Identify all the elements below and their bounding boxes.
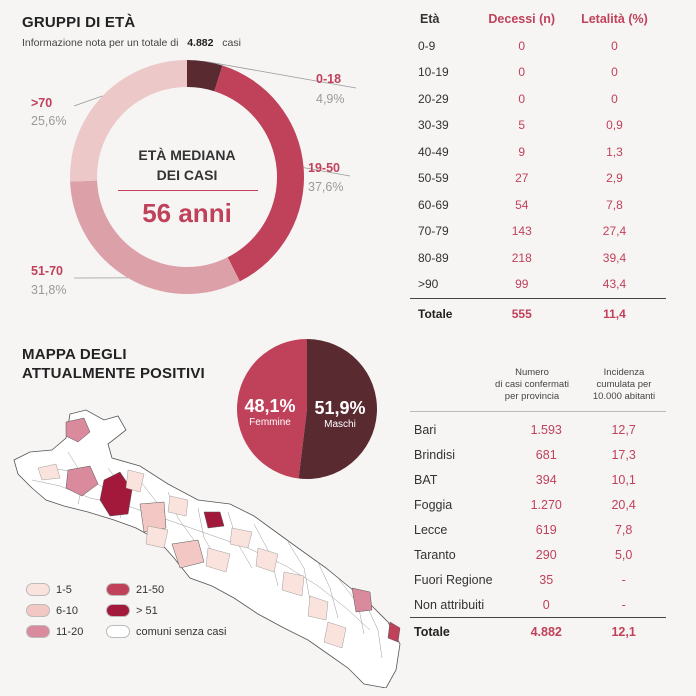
table-cell: 7,8 [606, 197, 623, 212]
table-cell: 218 [511, 250, 532, 265]
table-cell: 143 [511, 224, 532, 239]
province-header-divider [410, 411, 666, 412]
table-cell: - [621, 572, 626, 587]
table-cell: 619 [535, 522, 557, 537]
median-age-divider [118, 190, 258, 191]
col-header-incidence-line1: Incidenza [603, 367, 645, 378]
table-cell: 5 [518, 118, 526, 133]
donut-label-cat-2: 51-70 [31, 264, 63, 278]
map-title [22, 345, 205, 383]
table-row [410, 139, 666, 166]
table-cell: 54 [515, 197, 529, 212]
male-pct: 51,9% [314, 398, 366, 418]
legend-label: > 51 [136, 604, 158, 617]
table-cell: 290 [535, 547, 557, 562]
col-header-deaths: Decessi (n) [488, 12, 556, 27]
table-cell: 10,1 [611, 472, 636, 487]
col-header-cases-line2: di casi confermati [495, 379, 569, 390]
legend-item-over-51 [106, 604, 158, 617]
legend-swatch [26, 583, 50, 596]
legend-label: 6-10 [56, 604, 79, 617]
province-table-body [410, 417, 666, 646]
table-header-row [410, 6, 666, 33]
table-cell: 0,9 [606, 118, 623, 133]
table-cell: 0 [611, 38, 618, 53]
table-row [410, 192, 666, 219]
legend-label: 1-5 [56, 583, 72, 596]
table-cell: 0 [518, 91, 526, 106]
note-suffix: casi [222, 37, 241, 49]
donut-label-val-3: 25,6% [31, 114, 67, 128]
donut-label-cat-1: 19-50 [308, 161, 340, 175]
map-legend [26, 583, 256, 653]
table-row [410, 517, 666, 542]
table-cell: >90 [418, 277, 439, 292]
table-cell: 4.882 [511, 618, 581, 647]
legend-item-21-50 [106, 583, 164, 596]
col-header-cases-line3: per provincia [504, 391, 560, 402]
table-cell: 80-89 [418, 250, 449, 265]
table-cell: 12,1 [581, 618, 666, 647]
table-cell: Bari [414, 422, 437, 437]
col-header-cases-line1: Numero [515, 367, 549, 378]
table-cell: 70-79 [418, 224, 449, 239]
table-cell: Totale [410, 618, 511, 647]
female-label: Femmine [249, 417, 291, 428]
table-row [410, 542, 666, 567]
table-cell: Totale [410, 298, 481, 329]
col-header-incidence [574, 367, 674, 403]
col-header-cases [482, 367, 582, 403]
table-row [410, 112, 666, 139]
median-age-label-line2: DEI CASI [156, 167, 218, 183]
col-header-incidence-line2: cumulata per [596, 379, 652, 390]
table-cell: 11,4 [563, 298, 666, 329]
table-cell: 60-69 [418, 197, 449, 212]
donut-label-val-1: 37,6% [308, 180, 344, 194]
age-total-row [410, 298, 666, 329]
median-age-label-line1: ETÀ MEDIANA [138, 147, 236, 163]
legend-swatch [106, 625, 130, 638]
table-cell: 50-59 [418, 171, 449, 186]
table-cell: 99 [515, 277, 529, 292]
table-row [410, 492, 666, 517]
legend-swatch [106, 583, 130, 596]
female-pct: 48,1% [244, 396, 296, 416]
map-title-line2: ATTUALMENTE POSITIVI [22, 365, 205, 382]
table-cell: 394 [535, 472, 557, 487]
table-cell: Brindisi [414, 447, 455, 462]
table-cell: 20,4 [611, 497, 636, 512]
table-cell: 0 [518, 65, 526, 80]
table-cell: 12,7 [611, 422, 636, 437]
map-title-line1: MAPPA DEGLI [22, 346, 127, 363]
female-slice-label [238, 396, 302, 428]
legend-label: comuni senza casi [136, 625, 227, 638]
table-row [410, 442, 666, 467]
donut-label-cat-3: >70 [31, 96, 53, 110]
male-slice-label [308, 398, 372, 430]
legend-item-no-cases [106, 625, 227, 638]
table-cell: 43,4 [602, 277, 627, 292]
table-cell: 9 [518, 144, 526, 159]
table-cell: Lecce [414, 522, 448, 537]
median-age-label [110, 145, 264, 185]
col-header-incidence-line3: 10.000 abitanti [592, 391, 656, 402]
legend-swatch [106, 604, 130, 617]
table-cell: 1.593 [530, 422, 562, 437]
legend-label: 11-20 [56, 625, 84, 638]
table-cell: - [621, 597, 626, 612]
table-cell: 2,9 [606, 171, 623, 186]
donut-label-val-0: 4,9% [316, 92, 345, 106]
deaths-by-age-table [410, 6, 666, 329]
table-cell: 35 [539, 572, 554, 587]
table-cell: 555 [481, 298, 563, 329]
legend-label: 21-50 [136, 583, 165, 596]
table-cell: 1.270 [530, 497, 562, 512]
table-cell: Foggia [414, 497, 453, 512]
male-label: Maschi [324, 419, 356, 430]
table-cell: 0 [611, 91, 618, 106]
table-cell: 10-19 [418, 65, 449, 80]
note-total: 4.882 [187, 37, 214, 49]
table-cell: 0-9 [418, 38, 436, 53]
table-cell: 5,0 [614, 547, 633, 562]
table-row [410, 218, 666, 245]
table-row [410, 86, 666, 113]
table-row [410, 592, 666, 618]
age-table-body [410, 33, 666, 329]
legend-swatch [26, 604, 50, 617]
col-header-age: Età [420, 12, 440, 27]
table-cell: 681 [535, 447, 557, 462]
legend-item-1-5 [26, 583, 72, 596]
table-cell: 0 [518, 38, 526, 53]
table-cell: 7,8 [614, 522, 633, 537]
table-row [410, 567, 666, 592]
table-cell: 27 [515, 171, 529, 186]
table-cell: 0 [542, 597, 550, 612]
table-cell: 39,4 [602, 250, 627, 265]
table-cell: 0 [611, 65, 618, 80]
col-header-lethality: Letalità (%) [581, 12, 648, 27]
table-cell: BAT [414, 472, 438, 487]
median-age-value: 56 anni [142, 198, 232, 228]
table-cell: Taranto [414, 547, 456, 562]
table-row [410, 467, 666, 492]
table-row [410, 245, 666, 272]
age-groups-title: GRUPPI DI ETÀ [22, 14, 136, 31]
table-cell: 30-39 [418, 118, 449, 133]
province-table [410, 417, 666, 646]
table-cell: 20-29 [418, 91, 449, 106]
table-row [410, 271, 666, 298]
donut-label-cat-0: 0-18 [316, 72, 342, 86]
table-row [410, 165, 666, 192]
note-prefix: Informazione nota per un totale di [22, 37, 179, 49]
table-row [410, 59, 666, 86]
table-cell: 40-49 [418, 144, 449, 159]
province-total-row [410, 618, 666, 647]
legend-item-11-20 [26, 625, 83, 638]
table-cell: 27,4 [602, 224, 627, 239]
legend-item-6-10 [26, 604, 78, 617]
table-cell: Non attribuiti [414, 597, 485, 612]
table-cell: 1,3 [606, 144, 623, 159]
legend-swatch [26, 625, 50, 638]
table-cell: 17,3 [611, 447, 636, 462]
age-groups-note [22, 37, 241, 49]
donut-label-val-2: 31,8% [31, 283, 67, 297]
table-cell: Fuori Regione [414, 572, 493, 587]
table-row [410, 417, 666, 442]
table-row [410, 33, 666, 60]
